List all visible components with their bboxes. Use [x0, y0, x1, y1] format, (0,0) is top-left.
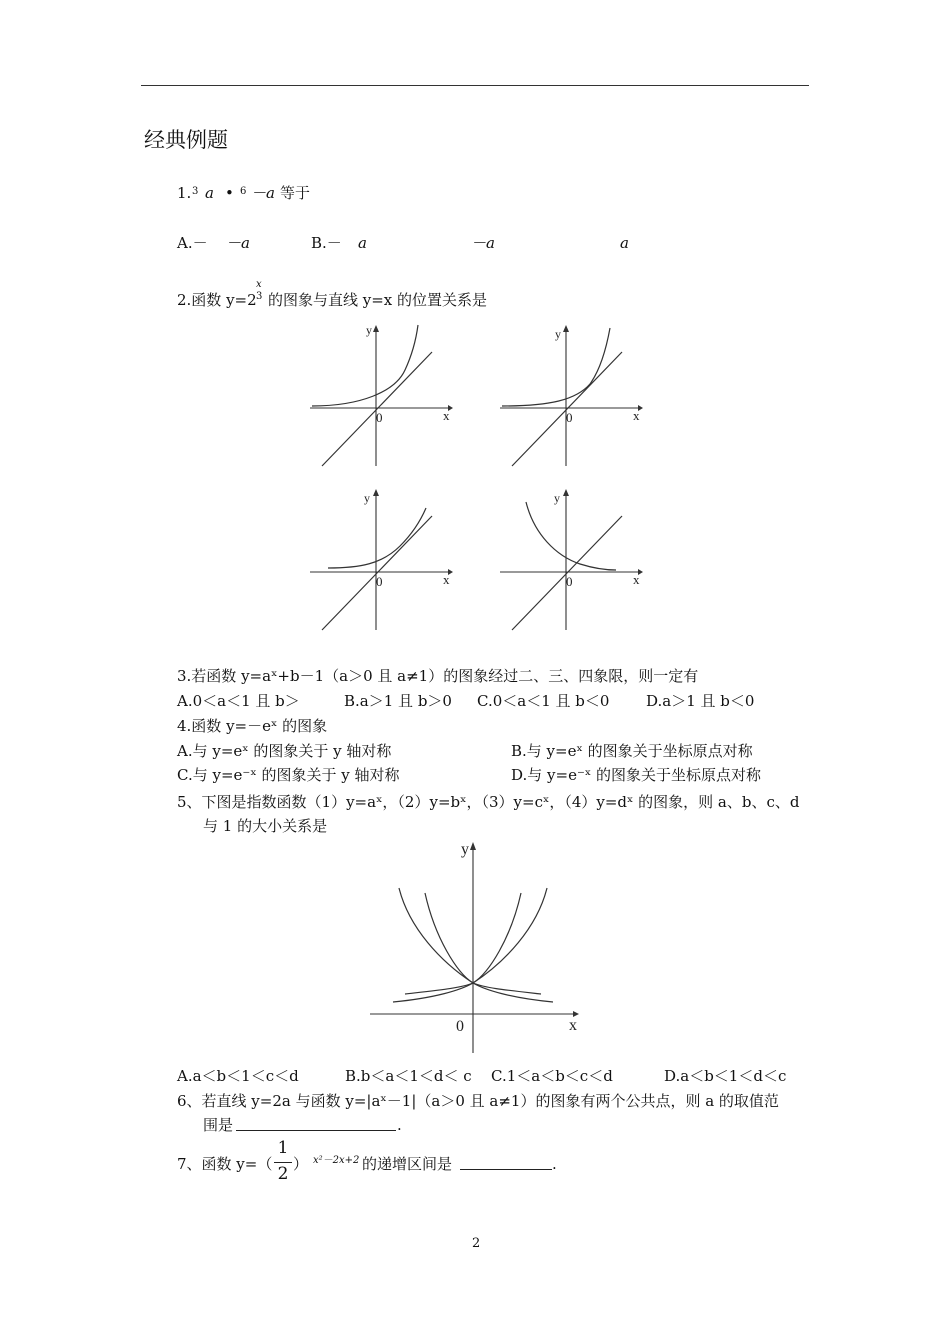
q2-graph-d: [500, 489, 643, 630]
q2-graphs: [300, 320, 660, 640]
q6-line2-end: .: [397, 1116, 402, 1134]
q6-line2-pre: 围是: [203, 1116, 234, 1134]
q7-pre: 7、函数 y=（: [177, 1155, 273, 1173]
q2-graph-a-origin: 0: [376, 410, 383, 425]
q1-number: 1.: [177, 184, 192, 202]
q2-graph-b-origin: 0: [566, 410, 573, 425]
q1-option-d-value: a: [620, 234, 629, 252]
q1-root-index-3: 3: [192, 186, 199, 197]
q5-origin: 0: [456, 1018, 464, 1035]
q5-stem-line1: 5、下图是指数函数（1）y=aˣ，（2）y=bˣ，（3）y=cˣ，（4）y=dˣ 的图象，则 a、b、c、d: [177, 793, 800, 811]
q5-option-c: C.1＜a＜b＜c＜d: [491, 1067, 613, 1085]
q2-graph-c-y-label: y: [364, 491, 370, 505]
q4-option-c: C.与 y=e⁻ˣ 的图象关于 y 轴对称: [177, 766, 400, 784]
q7-end: .: [552, 1155, 557, 1173]
q7-post: 的递增区间是: [362, 1155, 453, 1173]
q5-option-b: B.b＜a＜1＜d＜ c: [345, 1067, 472, 1085]
q5-graph: [365, 838, 585, 1038]
q5-option-d: D.a＜b＜1＜d＜c: [664, 1067, 787, 1085]
q1-option-b: B.－: [311, 234, 342, 252]
q1-option-c-value: －a: [471, 234, 495, 252]
q3-option-c: C.0＜a＜1 且 b＜0: [477, 692, 610, 710]
q6-answer-blank[interactable]: [236, 1116, 396, 1131]
q1-option-a-value: －a: [226, 234, 250, 252]
q2-graph-c-x-label: x: [443, 572, 450, 587]
q2-graph-d-y-label: y: [554, 491, 560, 505]
q1-tail: 等于: [280, 184, 311, 202]
q2-graph-c: [310, 489, 453, 630]
q2-graph-b-y-label: y: [555, 327, 561, 341]
q4-option-a: A.与 y=eˣ 的图象关于 y 轴对称: [177, 742, 392, 760]
q1-root-index-6: 6: [240, 186, 247, 197]
q5-y-label: y: [461, 841, 469, 858]
q2-graph-c-origin: 0: [376, 574, 383, 589]
q2-graph-d-origin: 0: [566, 574, 573, 589]
q3-stem: 3.若函数 y=aˣ+b－1（a＞0 且 a≠1）的图象经过二、三、四象限，则一定有: [177, 667, 699, 685]
q1-radicand-minus-a: －a: [251, 184, 275, 202]
q2-graph-a-y-label: y: [366, 323, 372, 337]
q5-stem-line2: 与 1 的大小关系是: [203, 817, 328, 835]
q7-close-paren: ）: [293, 1155, 309, 1173]
q5-x-label: x: [569, 1017, 577, 1034]
q4-option-d: D.与 y=e⁻ˣ 的图象关于坐标原点对称: [511, 766, 761, 784]
q1-radicand-a: a: [205, 184, 214, 202]
q3-option-a: A.0＜a＜1 且 b＞: [177, 692, 300, 710]
q2-stem-post: 的图象与直线 y=x 的位置关系是: [268, 291, 488, 309]
q6-line1: 6、若直线 y=2a 与函数 y=|aˣ－1|（a＞0 且 a≠1）的图象有两个公共点，则 a 的取值范: [177, 1092, 779, 1110]
q5-option-a: A.a＜b＜1＜c＜d: [177, 1067, 299, 1085]
q7-answer-blank[interactable]: [460, 1155, 552, 1170]
q7-exponent: x²－2x+2: [313, 1155, 360, 1166]
q1-option-a: A.－: [177, 234, 208, 252]
q1-option-b-value: a: [358, 234, 367, 252]
q7-fraction-denominator: 2: [277, 1164, 289, 1184]
q7-fraction-bar: [274, 1162, 292, 1163]
q3-option-b: B.a＞1 且 b＞0: [344, 692, 452, 710]
q7-fraction-numerator: 1: [277, 1138, 289, 1158]
q2-graph-b: [500, 325, 643, 466]
q1-dot: •: [225, 184, 234, 202]
q3-option-d: D.a＞1 且 b＜0: [646, 692, 755, 710]
page-number: 2: [472, 1236, 481, 1251]
q2-graph-d-x-label: x: [633, 572, 640, 587]
q4-option-b: B.与 y=eˣ 的图象关于坐标原点对称: [511, 742, 753, 760]
q2-exponent-bottom: 3: [256, 291, 263, 302]
q2-graph-b-x-label: x: [633, 408, 640, 423]
section-title: 经典例题: [144, 128, 228, 152]
q2-exponent-top: x: [256, 279, 262, 290]
q2-graph-a: [310, 323, 453, 466]
q2-stem-pre: 2.函数 y=2: [177, 291, 257, 309]
q2-graph-a-x-label: x: [443, 408, 450, 423]
header-rule: [141, 85, 809, 86]
q4-stem: 4.函数 y=－eˣ 的图象: [177, 717, 328, 735]
